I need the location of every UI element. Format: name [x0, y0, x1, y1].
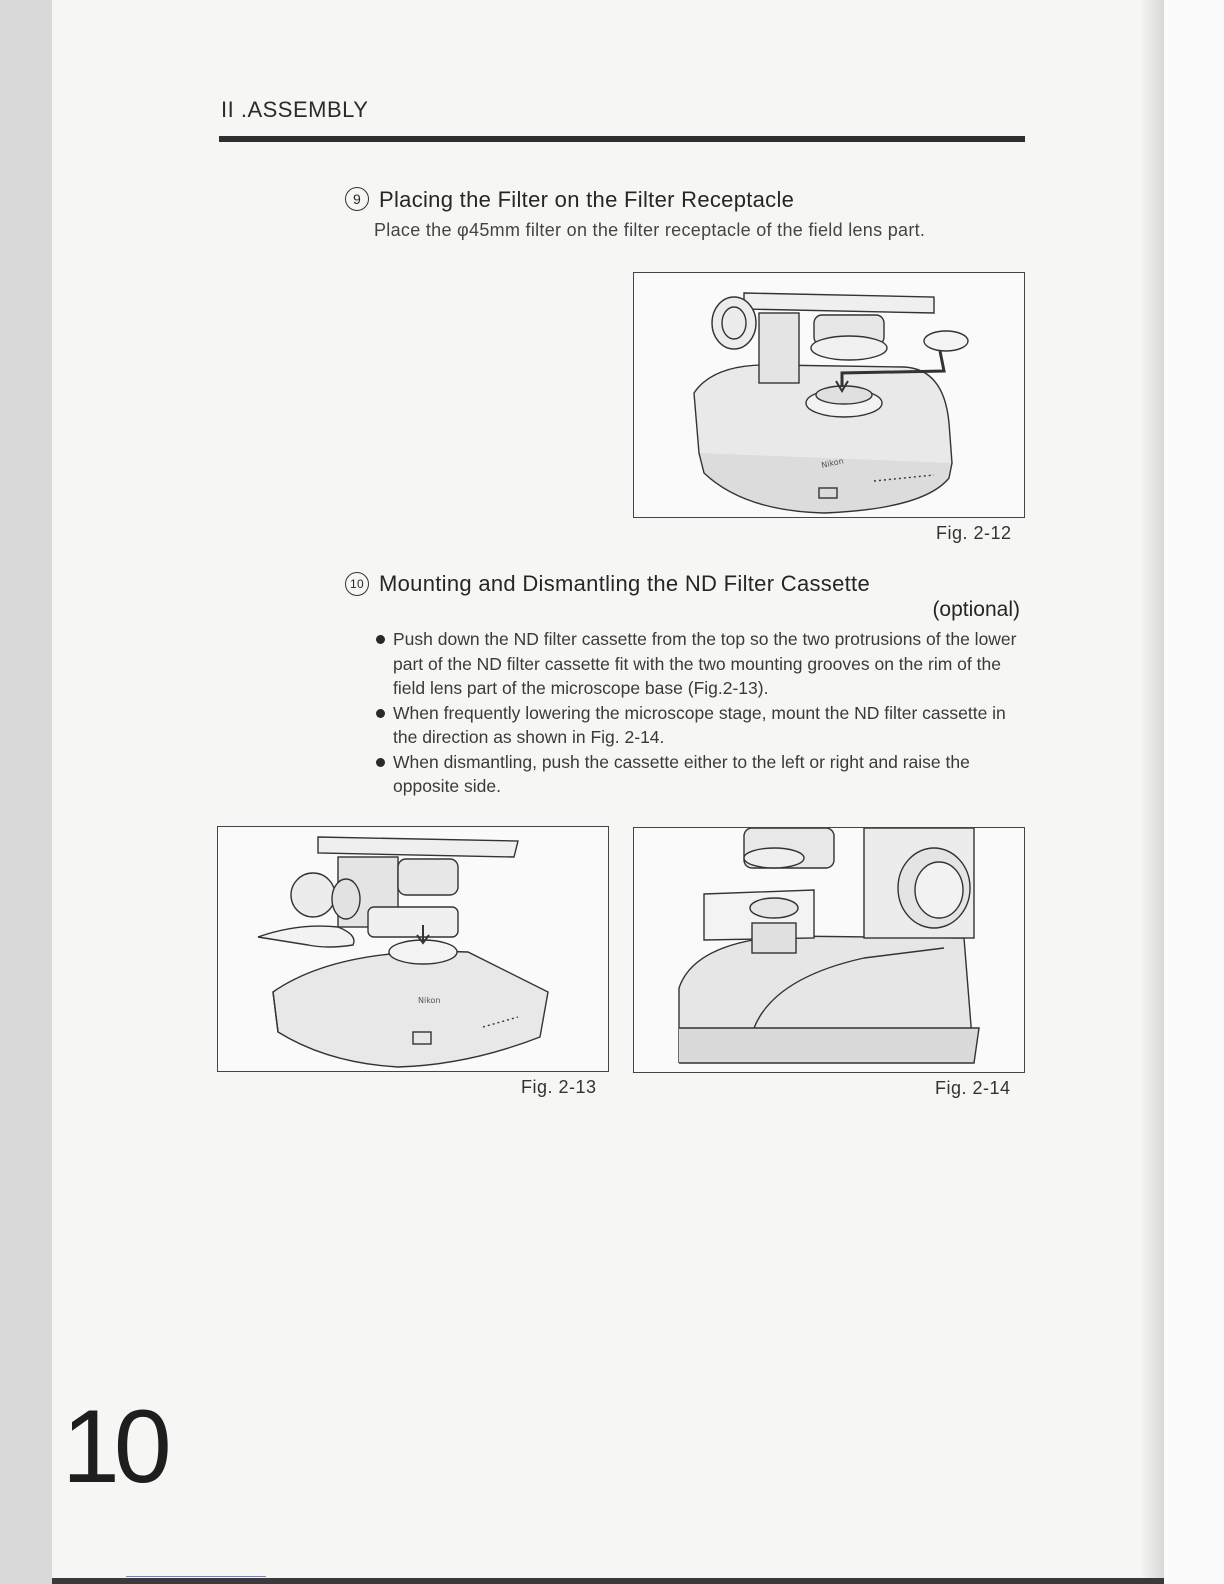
figure-2-14-caption: Fig. 2-14 [935, 1078, 1011, 1098]
brand-label: Nikon [820, 456, 845, 470]
section-9-number: 9 [345, 187, 369, 211]
brand-label: Nikon [418, 996, 441, 1005]
page-edge-shadow [1140, 0, 1164, 1584]
microscope-filter-illustration [634, 273, 1024, 517]
page-edge [1164, 0, 1224, 1584]
list-item: When frequently lowering the microscope stage, mount the ND filter cassette in the direction as shown in Fig. 2-14. [374, 701, 1034, 750]
figure-2-12 [633, 272, 1025, 518]
bottom-link-line [126, 1576, 266, 1577]
section-9-title: Placing the Filter on the Filter Receptacle [379, 187, 795, 212]
bullet-icon [376, 635, 385, 644]
section-9-body: Place the φ45mm filter on the filter receptacle of the field lens part. [374, 220, 926, 240]
list-item: When dismantling, push the cassette either to the left or right and raise the opposite side. [374, 750, 1034, 799]
figure-2-12-caption: Fig. 2-12 [936, 523, 1012, 543]
figure-2-13-caption: Fig. 2-13 [521, 1077, 597, 1097]
instruction-list [374, 627, 1034, 799]
bullet-icon [376, 758, 385, 767]
header-rule [219, 136, 1025, 142]
section-10-title: Mounting and Dismantling the ND Filter Cassette [379, 571, 870, 596]
figure-2-13 [217, 826, 609, 1072]
section-9-heading [345, 187, 794, 213]
section-10-heading [345, 571, 870, 597]
cassette-direction-illustration [634, 828, 1024, 1072]
bottom-bar [52, 1578, 1164, 1584]
figure-2-14 [633, 827, 1025, 1073]
list-item: Push down the ND filter cassette from the top so the two protrusions of the lower part of the ND filter cassette fit with the two mounting grooves on the rim of the field lens part of the microscope base (Fig.2-13). [374, 627, 1034, 701]
section-header: II .ASSEMBLY [221, 97, 369, 122]
section-10-number: 10 [345, 572, 369, 596]
optional-label: (optional) [932, 598, 1020, 621]
cassette-mounting-illustration [218, 827, 608, 1071]
page-number: 10 [62, 1389, 166, 1505]
bullet-icon [376, 709, 385, 718]
